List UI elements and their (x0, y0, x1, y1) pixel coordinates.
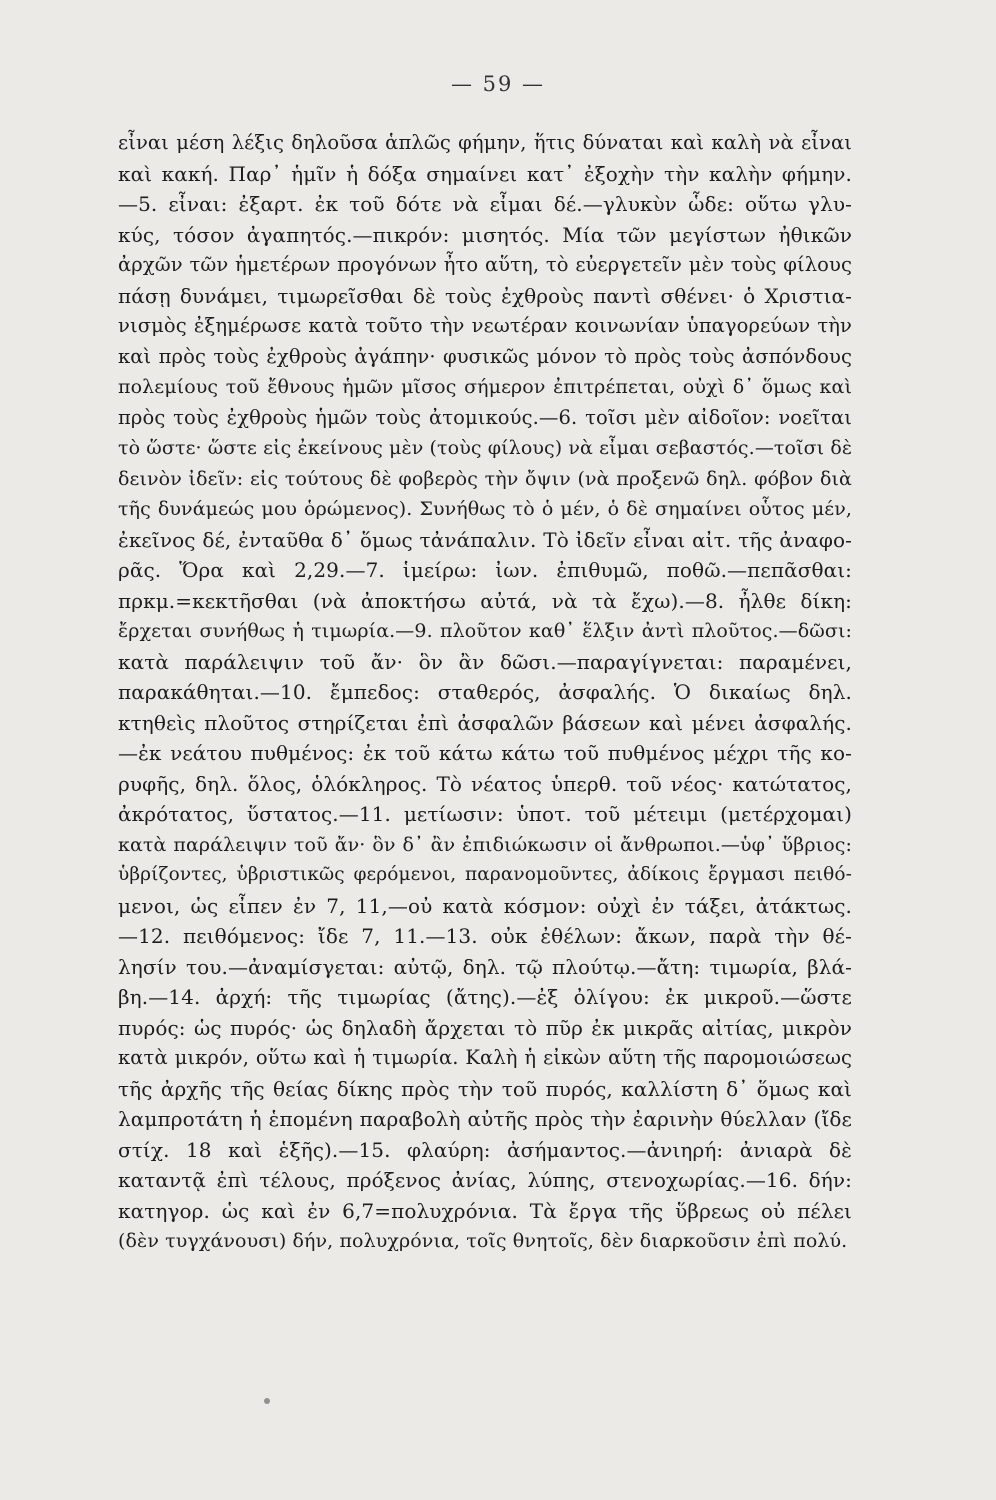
text-line: πάσῃ δυνάμει, τιμωρεῖσθαι δὲ τοὺς ἐχθροὺς παντὶ σθένει· ὁ Χριστια- (118, 283, 852, 308)
text-line: εἶναι μέση λέξις δηλοῦσα ἁπλῶς φήμην, ἥτις δύναται καὶ καλὴ νὰ εἶναι (118, 131, 852, 154)
text-line: λαμπροτάτη ἡ ἑπομένη παραβολὴ αὐτῆς πρὸς τὴν ἐαρινὴν θύελλαν (ἴδε (118, 1107, 852, 1131)
text-line: ρᾶς. Ὅρα καὶ 2,29.—7. ἱμείρω: ἰων. ἐπιθυμῶ, ποθῶ.—πεπᾶσθαι: (118, 558, 852, 582)
text-line: δεινὸν ἰδεῖν: εἰς τούτους δὲ φοβερὸς τὴν ὄψιν (νὰ προξενῶ δηλ. φόβον διὰ (118, 467, 852, 490)
commentary-text (118, 128, 852, 1257)
text-line: —5. εἶναι: ἐξαρτ. ἐκ τοῦ δότε νὰ εἶμαι δέ.—γλυκὺν ὧδε: οὕτω γλυ- (118, 192, 852, 216)
text-line: πυρός: ὡς πυρός· ὡς δηλαδὴ ἄρχεται τὸ πῦρ ἐκ μικρᾶς αἰτίας, μικρὸν (118, 1015, 852, 1040)
text-line: τῆς δυνάμεώς μου ὁρώμενος). Συνήθως τὸ ὁ μέν, ὁ δὲ σημαίνει οὗτος μέν, (118, 498, 852, 520)
ink-speck (264, 1398, 270, 1404)
text-line: νισμὸς ἐξημέρωσε κατὰ τοῦτο τὴν νεωτέραν κοινωνίαν ὑπαγορεύων τὴν (118, 314, 852, 337)
text-line: ἐκεῖνος δέ, ἐνταῦθα δ᾽ ὅμως τἀνάπαλιν. Τὸ ἰδεῖν εἶναι αἰτ. τῆς ἀναφο- (118, 527, 852, 552)
text-line: τῆς ἀρχῆς τῆς θείας δίκης πρὸς τὴν τοῦ πυρός, καλλίστη δ᾽ ὅμως καὶ (118, 1076, 852, 1101)
text-line: κτηθεὶς πλοῦτος στηρίζεται ἐπὶ ἀσφαλῶν βάσεων καὶ μένει ἀσφαλής. (118, 710, 852, 735)
text-line: μενοι, ὡς εἶπεν ἐν 7, 11,—οὐ κατὰ κόσμον: οὐχὶ ἐν τάξει, ἀτάκτως. (118, 893, 852, 918)
text-line: πρκμ.=κεκτῆσθαι (νὰ ἀποκτήσω αὐτά, νὰ τὰ ἔχω).—8. ἦλθε δίκη: (118, 588, 852, 613)
text-line: —12. πειθόμενος: ἴδε 7, 11.—13. οὐκ ἐθέλων: ἄκων, παρὰ τὴν θέ- (118, 924, 852, 948)
text-line: —ἐκ νεάτου πυθμένος: ἐκ τοῦ κάτω κάτω τοῦ πυθμένος μέχρι τῆς κο- (118, 741, 852, 765)
text-line: (δὲν τυγχάνουσι) δήν, πολυχρόνια, τοῖς θνητοῖς, δὲν διαρκοῦσιν ἐπὶ πολύ. (118, 1230, 848, 1252)
text-line: ὑβρίζοντες, ὑβριστικῶς φερόμενοι, παρανομοῦντες, ἀδίκοις ἔργμασι πειθό- (118, 864, 852, 885)
text-line: καὶ κακή. Παρ᾽ ἡμῖν ἡ δόξα σημαίνει κατ᾽ ἐξοχὴν τὴν καλὴν φήμην. (118, 161, 852, 186)
text-line: παρακάθηται.—10. ἔμπεδος: σταθερός, ἀσφαλής. Ὁ δικαίως δηλ. (118, 680, 852, 704)
text-line: καταντᾷ ἐπὶ τέλους, πρόξενος ἀνίας, λύπης, στενοχωρίας.—16. δήν: (118, 1168, 852, 1192)
text-line: πολεμίους τοῦ ἔθνους ἡμῶν μῖσος σήμερον ἐπιτρέπεται, οὐχὶ δ᾽ ὅμως καὶ (118, 376, 852, 398)
text-line: κύς, τόσον ἀγαπητός.—πικρόν: μισητός. Μία τῶν μεγίστων ἠθικῶν (118, 222, 852, 247)
text-line: καὶ πρὸς τοὺς ἐχθροὺς ἀγάπην· φυσικῶς μόνον τὸ πρὸς τοὺς ἀσπόνδους (118, 344, 852, 368)
text-line: πρὸς τοὺς ἐχθροὺς ἡμῶν τοὺς ἀτομικούς.—6. τοῖσι μὲν αἰδοῖον: νοεῖται (118, 405, 852, 429)
text-line: ἀρχῶν τῶν ἡμετέρων προγόνων ἦτο αὕτη, τὸ εὐεργετεῖν μὲν τοὺς φίλους (118, 253, 852, 276)
text-line: ρυφῆς, δηλ. ὅλος, ὁλόκληρος. Τὸ νέατος ὑπερθ. τοῦ νέος· κατώτατος, (118, 771, 852, 796)
text-line: ἀκρότατος, ὕστατος.—11. μετίωσιν: ὑποτ. τοῦ μέτειμι (μετέρχομαι) (118, 802, 852, 826)
text-line: τὸ ὥστε· ὥστε εἰς ἐκείνους μὲν (τοὺς φίλους) νὰ εἶμαι σεβαστός.—τοῖσι δὲ (118, 437, 852, 459)
text-line: στίχ. 18 καὶ ἑξῆς).—15. φλαύρη: ἀσήμαντος.—ἀνιηρή: ἀνιαρὰ δὲ (118, 1137, 852, 1162)
text-line: κατὰ παράλειψιν τοῦ ἄν· ὃν δ᾽ ἂν ἐπιδιώκωσιν οἱ ἄνθρωποι.—ὑφ᾽ ὕβριος: (118, 833, 852, 856)
page-number: — 59 — (450, 72, 546, 96)
text-line: κατὰ παράλειψιν τοῦ ἄν· ὃν ἂν δῶσι.—παραγίγνεται: παραμένει, (118, 649, 852, 674)
text-line: κατηγορ. ὡς καὶ ἐν 6,7=πολυχρόνια. Τὰ ἔργα τῆς ὕβρεως οὐ πέλει (118, 1198, 852, 1223)
text-line: βη.—14. ἀρχή: τῆς τιμωρίας (ἄτης).—ἐξ ὀλίγου: ἐκ μικροῦ.—ὥστε (118, 985, 852, 1009)
text-line: κατὰ μικρόν, οὕτω καὶ ἡ τιμωρία. Καλὴ ἡ εἰκὼν αὕτη τῆς παρομοιώσεως (118, 1046, 852, 1069)
text-line: λησίν του.—ἀναμίσγεται: αὐτῷ, δηλ. τῷ πλούτῳ.—ἄτη: τιμωρία, βλά- (118, 954, 852, 979)
text-line: ἔρχεται συνήθως ἡ τιμωρία.—9. πλοῦτον καθ᾽ ἕλξιν ἀντὶ πλοῦτος.—δῶσι: (118, 620, 852, 642)
